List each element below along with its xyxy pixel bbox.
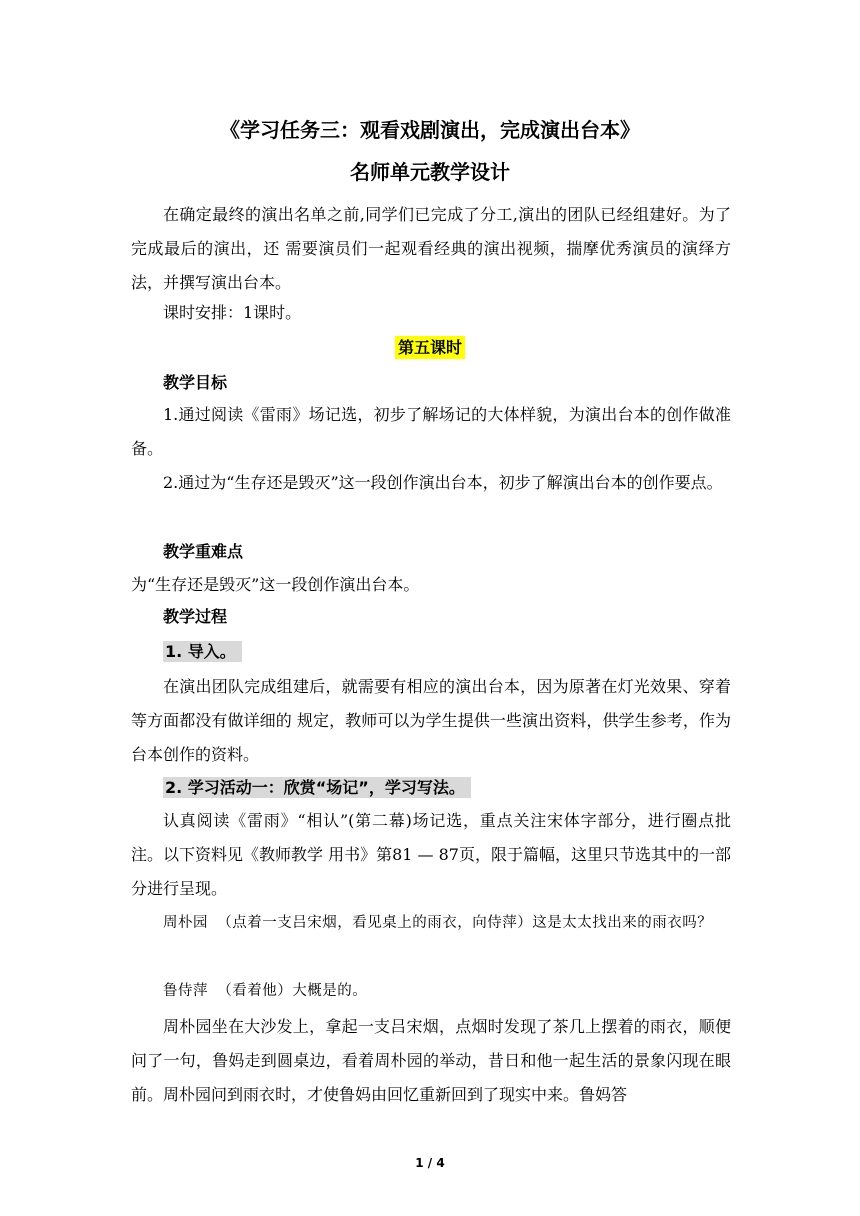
key-points-heading: 教学重难点 bbox=[163, 542, 244, 561]
step-2-heading bbox=[163, 776, 471, 800]
intro-paragraph: 在确定最终的演出名单之前,同学们已完成了分工,演出的团队已经组建好。为了完成最后的演出，还 需要演员们一起观看经典的演出视频，揣摩优秀演员的演绎方法，并撰写演出台本。 bbox=[131, 205, 731, 292]
page-number: 1 / 4 bbox=[415, 1156, 445, 1170]
step-1-text: 在演出团队完成组建后，就需要有相应的演出台本，因为原著在灯光效果、穿着等方面都没有做详细的 规定，教师可以为学生提供一些演出资料，供学生参考，作为台本创作的资料。 bbox=[131, 677, 731, 764]
goals-heading: 教学目标 bbox=[163, 373, 228, 392]
document-subtitle: 名师单元教学设计 bbox=[350, 160, 510, 184]
process-heading: 教学过程 bbox=[163, 607, 228, 626]
schedule-line: 课时安排：1课时。 bbox=[163, 303, 302, 322]
script-line-2: 鲁侍萍 （看着他）大概是的。 bbox=[163, 983, 368, 999]
analysis-paragraph: 周朴园坐在大沙发上，拿起一支吕宋烟，点烟时发现了茶几上摆着的雨衣，顺便问了一句，鲁妈走到圆桌边，看着周朴园的举动，昔日和他一起生活的景象闪现在眼前。周朴园问到雨衣时，才使鲁妈由回忆重新回到了现实中来。鲁妈答 bbox=[131, 1017, 731, 1104]
step-2-label: 2. 学习活动一：欣赏“场记”，学习写法。 bbox=[163, 777, 471, 798]
key-points-text: 为“生存还是毁灭”这一段创作演出台本。 bbox=[131, 575, 420, 594]
script-line-1: 周朴园 （点着一支吕宋烟，看见桌上的雨衣，向侍萍）这是太太找出来的雨衣吗？ bbox=[163, 915, 713, 931]
step-1-label: 1. 导入。 bbox=[163, 641, 242, 662]
step-2-text: 认真阅读《雷雨》“相认”(第二幕)场记选，重点关注宋体字部分，进行圈点批注。以下资料见《教师教学 用书》第81 — 87页，限于篇幅，这里只节选其中的一部分进行呈现。 bbox=[131, 811, 731, 898]
lesson-heading bbox=[0, 336, 860, 360]
goal-1: 1.通过阅读《雷雨》场记选，初步了解场记的大体样貌，为演出台本的创作做准备。 bbox=[131, 405, 731, 458]
goal-2: 2.通过为“生存还是毁灭”这一段创作演出台本，初步了解演出台本的创作要点。 bbox=[163, 473, 723, 492]
lesson-label: 第五课时 bbox=[395, 336, 465, 359]
step-1-heading bbox=[163, 640, 242, 664]
document-title: 《学习任务三：观看戏剧演出，完成演出台本》 bbox=[220, 118, 640, 142]
